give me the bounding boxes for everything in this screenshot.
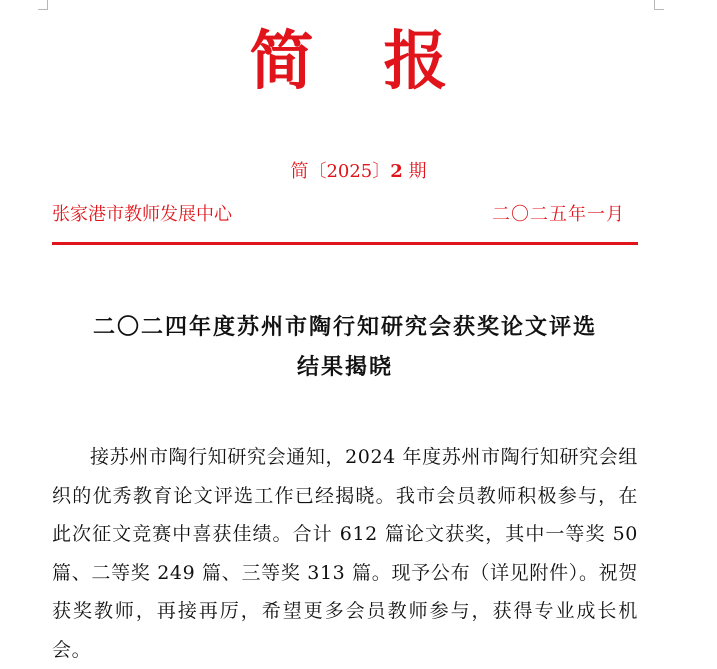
issue-suffix: 期 <box>402 161 427 182</box>
masthead-title: 简报 <box>249 24 518 99</box>
issuer-name: 张家港市教师发展中心 <box>52 204 232 225</box>
issue-number <box>0 160 717 184</box>
page-corner-mark-left <box>38 0 48 10</box>
article-title-line-2: 结果揭晓 <box>296 354 393 380</box>
page-corner-mark-right <box>654 0 664 10</box>
red-divider-line <box>52 242 638 245</box>
issue-number-value: 2 <box>390 161 403 182</box>
article-title <box>52 307 638 387</box>
issue-prefix: 简〔2025〕 <box>290 161 391 182</box>
article-body: 接苏州市陶行知研究会通知，2024 年度苏州市陶行知研究会组织的优秀教育论文评选工作已经揭晓。我市会员教师积极参与，在此次征文竞赛中喜获佳绩。合计 612 篇论文获奖，其中一等奖 50 篇、二等奖 249 篇、三等奖 313 篇。现予公布（详见附件）。祝贺获奖教师，再接再厉，希望更多会员教师参与，获得专业成长机会。 <box>52 446 638 661</box>
article-title-line-1: 二〇二四年度苏州市陶行知研究会获奖论文评选 <box>92 314 597 340</box>
issue-date: 二〇二五年一月 <box>492 204 625 225</box>
